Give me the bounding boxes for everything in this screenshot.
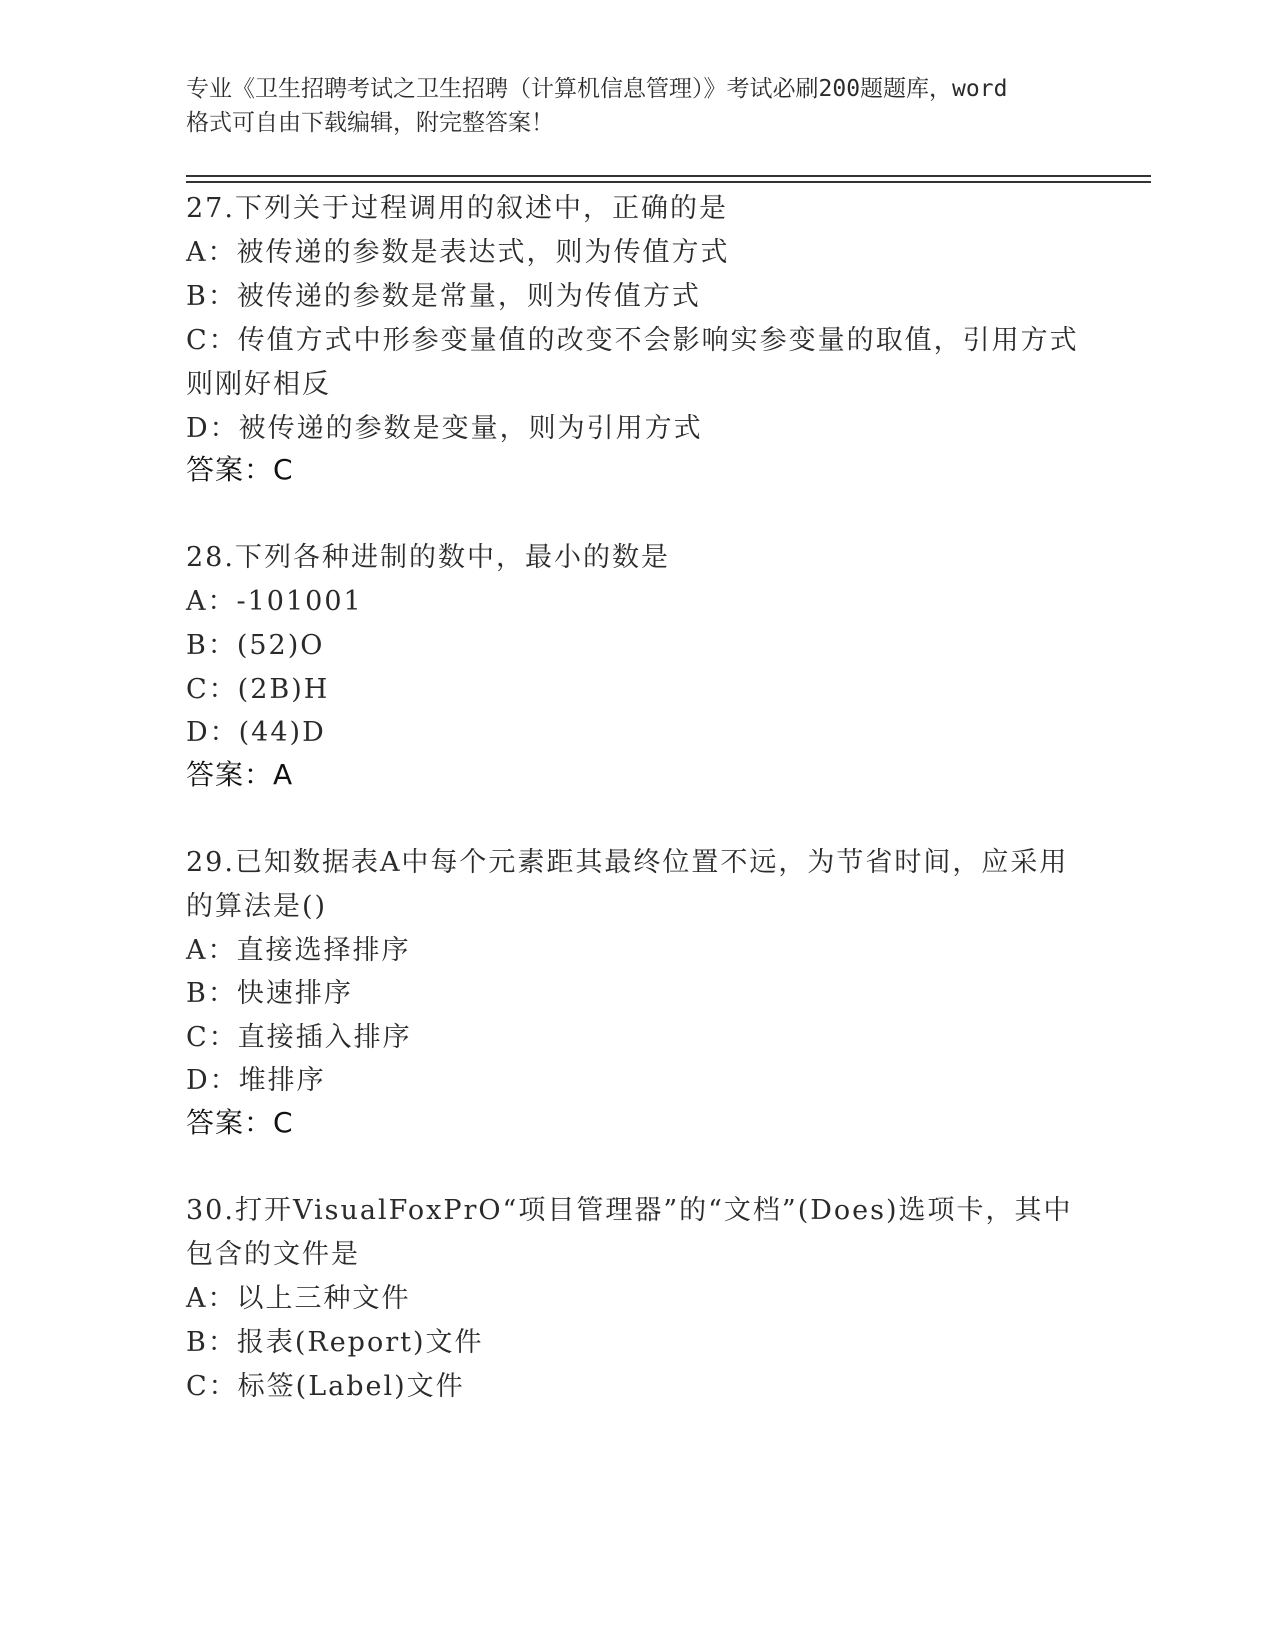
question-27-option-a: A：被传递的参数是表达式，则为传值方式 <box>186 237 730 268</box>
question-29-answer: 答案：C <box>186 1106 294 1139</box>
question-28-option-b: B：(52)O <box>186 630 325 661</box>
question-27-option-c: C：传值方式中形参变量值的改变不会影响实参变量的取值，引用方式 <box>186 325 1079 356</box>
question-29-stem: 29.已知数据表A中每个元素距其最终位置不远，为节省时间，应采用 <box>186 847 1069 878</box>
question-28-option-c: C：(2B)H <box>186 674 330 705</box>
question-29-option-a: A：直接选择排序 <box>186 935 411 966</box>
header-divider-bottom <box>186 181 1151 183</box>
question-27-option-c-continued: 则刚好相反 <box>186 369 331 400</box>
question-29-option-d: D：堆排序 <box>186 1065 326 1096</box>
question-29-option-b: B：快速排序 <box>186 978 353 1009</box>
question-30-stem: 30.打开VisualFoxPrO“项目管理器”的“文档”(Does)选项卡，其中 <box>186 1195 1073 1226</box>
question-28-answer: 答案：A <box>186 758 294 791</box>
question-28-option-a: A：-101001 <box>186 586 363 617</box>
question-30-option-c: C：标签(Label)文件 <box>186 1371 465 1402</box>
question-27-stem: 27.下列关于过程调用的叙述中，正确的是 <box>186 193 728 224</box>
question-30-stem-continued: 包含的文件是 <box>186 1239 360 1270</box>
header-line-2: 格式可自由下载编辑，附完整答案！ <box>186 110 554 136</box>
header-divider-top <box>186 175 1151 177</box>
question-29-stem-continued: 的算法是() <box>186 891 328 922</box>
question-27-option-d: D：被传递的参数是变量，则为引用方式 <box>186 413 703 444</box>
question-28-option-d: D：(44)D <box>186 717 326 748</box>
question-30-option-a: A：以上三种文件 <box>186 1283 411 1314</box>
document-header <box>186 72 1086 140</box>
question-28-stem: 28.下列各种进制的数中，最小的数是 <box>186 542 670 573</box>
question-27-option-b: B：被传递的参数是常量，则为传值方式 <box>186 281 701 312</box>
question-29-option-c: C：直接插入排序 <box>186 1022 412 1053</box>
question-30-option-b: B：报表(Report)文件 <box>186 1327 484 1358</box>
question-27-answer: 答案：C <box>186 453 294 486</box>
header-line-1: 专业《卫生招聘考试之卫生招聘（计算机信息管理）》考试必刷200题题库，word <box>186 76 1008 102</box>
